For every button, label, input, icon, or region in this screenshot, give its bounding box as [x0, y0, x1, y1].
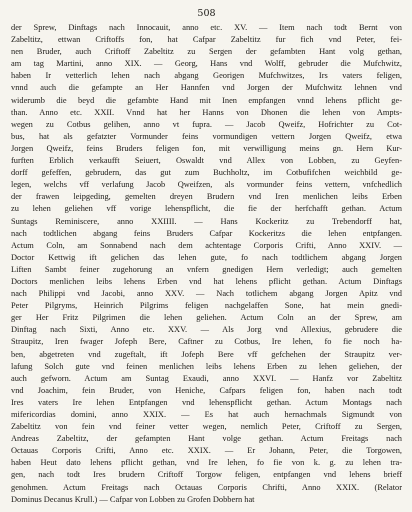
text-line: Straupitz, Iren fwager Jofeph Bere, Caftner zu Cotbus, Ire lehen, fo fie noch ha- — [11, 337, 402, 347]
text-line: Ires vaters Ire lehen Entpfangen vnd lehenspflicht gethan. Actum Montags nach — [11, 397, 402, 407]
text-line: am tag Martini, anno XIX. — Georg, Hans vnd Wolff, gebruder die Mufchwitz, — [11, 59, 402, 69]
text-line: widerumb die beyd die gefambte Hand mit Inen empfangen vnnd lehens pflicht ge- — [11, 95, 402, 105]
text-line: legen, welchs vff verlafung Jacob Qweifzen, als vormunder feins vettern, vnfchedlich — [11, 180, 402, 190]
text-line: auch gefworn. Actum am Suntag Exaudi, anno XXVI. — Hanfz vor Zabeltitz — [11, 373, 402, 383]
text-line: dorff gefeffen, gebrudern, das gut zum Buchholtz, im Cotbufifchen weichbild ge- — [11, 168, 402, 178]
text-line: than. Anno etc. XXII. Vnnd hat her Hanns von Dhonen die lehen von Ampts- — [11, 107, 402, 117]
text-line: furften Erblich verkaufft Seiuert, Oswaldt vnd Allex von Lobben, zu Geyfen- — [11, 156, 402, 166]
text-line: vnnd auch die gefampte an Her Hannfen vnd Jorgen der Mufchwitz lehnen vnd — [11, 83, 402, 93]
text-line: bus, hat als gefatzter Vormunder feins vormundigen vettern Jorgen Qweifz, etwa — [11, 131, 402, 141]
text-line: nach Philippi vnd Jacobi, anno XXV. — Nach totlichem abgang Jorgen Apitz vnd — [11, 289, 402, 299]
text-line: Liften Sambt feiner zugehorung an vnfern gnedigen Hern verledigt; auch gemelten — [11, 264, 402, 274]
text-line: genohmen. Actum Freitags nach Octauas Corporis Chrifti, Anno XXIX. (Relator — [11, 482, 402, 492]
text-line: Zabeltitz von fein vnd feiner vetter wegen, nemlich Peter, Criftoff zu Sergen, — [11, 422, 402, 432]
text-line: zu lehen geliehen vff vorige lehenspflicht, die fie der herfchafft gethan. Actum — [11, 204, 402, 214]
text-line: gen, nach todt Ires brudern Criftoff Torgow feligen, entpfangen vnd lehens brieff — [11, 470, 402, 480]
text-line: nach todtlichen abgang feins Bruders Cafpar Kockeritzs die lehen entpfangen. — [11, 228, 402, 238]
text-line: wegen zu Cotbus gelihen, anno vt fupra. — Jacob Qweifz, Hofrichter zu Cot- — [11, 119, 402, 129]
text-line: Octauas Corporis Crifti, Anno etc. XXIX. — Er Johann, Peter, die Torgowen, — [11, 446, 402, 456]
text-line: mifericordias domini, anno XXIX. — Es hat auch hernachmals Sigmundt von — [11, 410, 402, 419]
text-line: Doctors menlichen leibs lehens Erben vnd hat lehens pflicht gethan. Actum Dinftags — [11, 276, 402, 286]
text-line: lafung Solch gute vnd feinen menlichen leibs lehens Erben zu lehen geliehen, der — [11, 361, 402, 371]
text-line: der frawen leipgeding, gemelten dreyen Brudern vnd Iren menlichen leibs Erben — [11, 192, 402, 202]
text-line: Dominus Decanus Krull.) — Cafpar von Lobben zu Grofen Dobbern hat — [11, 494, 255, 504]
text-line: Peter Pilgryms, Heinrich Pilgrims feligen nachgelaffen Sone, hat mein gnedi- — [11, 301, 402, 311]
text-line: ben, abgetreten vnd zugeftalt, ift Jofeph Bere vff gefchehen der Straupitz ver- — [11, 349, 402, 359]
text-line: vnd Joachim, fein Bruder, von Heniche, Cafpars feligen fon, haben nach todt — [11, 385, 402, 395]
page-number: 508 — [197, 8, 216, 19]
text-line: Jorgen Qweifz, feins Bruders feligen fon, mit verwilligung meins gn. Hern Kur- — [11, 143, 402, 153]
text-line: Dinftag nach Sixti, Anno etc. XXV. — Als Jorg vnd Allexius, gebrudere die — [11, 325, 402, 335]
text-line: haben Heut dato lehens pflicht gethan, vnd Ire lehen, fo fie von k. g. zu lehen tra- — [11, 458, 402, 468]
text-line: Suntags Reminiscere, anno XXIIII. — Hans Kockeritz zu Trebendorff hat, — [11, 216, 402, 226]
text-line: Actum Coln, am Sonnabend nach dem achtentage Corporis Crifti, Anno XXIV. — — [11, 240, 402, 250]
text-line: Zabeltitz, ettwan Criftoffs fon, hat Cafpar Zabeltitz fur fich vnd Peter, fei- — [11, 35, 402, 45]
text-line: Doctor Kettwig ift gelichen das lehen gute, fo nach todtlichem abgang Jorgen — [11, 252, 402, 262]
body-text — [11, 22, 402, 506]
text-line: der Sprew, Dinftags nach Innocauit, anno etc. XV. — Item nach todt Bernt von — [11, 23, 402, 32]
text-line: Andreas Zabeltitz, der gefampten Hant volge gethan. Actum Freitags nach — [11, 434, 402, 444]
text-line: haben Ir vetterlich lehen nach abgang Georigen Mufchwitzes, Irs vaters feligen, — [11, 71, 402, 81]
text-line: ger Her Fritz Pilgrimen die lehen geliehen. Actum Coln an der Sprew, am — [11, 313, 402, 323]
text-line: nen Bruder, auch Criftoff Zabeltitz zu Sergen der gefambten Hant volg gethan, — [11, 47, 402, 57]
